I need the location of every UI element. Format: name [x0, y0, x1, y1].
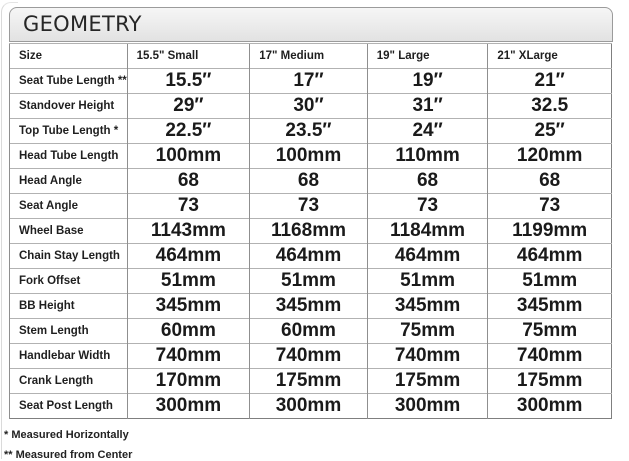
value-cell: 68 [127, 169, 250, 194]
value-cell: 1199mm [488, 219, 612, 244]
value-cell: 740mm [127, 344, 250, 369]
table-row [10, 294, 612, 319]
value-cell: 73 [250, 194, 368, 219]
value-cell: 23.5″ [250, 119, 368, 144]
value-cell: 300mm [367, 394, 488, 419]
value-cell: 300mm [488, 394, 612, 419]
value-cell: 21″ [488, 69, 612, 94]
value-cell: 31″ [367, 94, 488, 119]
value-cell: 464mm [488, 244, 612, 269]
value-cell: 170mm [127, 369, 250, 394]
value-cell: 464mm [367, 244, 488, 269]
value-cell: 100mm [250, 144, 368, 169]
value-cell: 100mm [127, 144, 250, 169]
value-cell: 175mm [250, 369, 368, 394]
value-cell: 1168mm [250, 219, 368, 244]
value-cell: 175mm [488, 369, 612, 394]
row-label: Chain Stay Length [10, 244, 128, 269]
value-cell: 29″ [127, 94, 250, 119]
column-header-xlarge: 21" XLarge [488, 44, 612, 69]
table-row [10, 394, 612, 419]
value-cell: 740mm [367, 344, 488, 369]
value-cell: 464mm [127, 244, 250, 269]
table-row [10, 369, 612, 394]
value-cell: 740mm [250, 344, 368, 369]
table-row [10, 144, 612, 169]
value-cell: 51mm [127, 269, 250, 294]
value-cell: 120mm [488, 144, 612, 169]
table-row [10, 94, 612, 119]
footnote-measured-from-center: ** Measured from Center [4, 449, 133, 461]
value-cell: 73 [488, 194, 612, 219]
column-header-size: Size [10, 44, 128, 69]
value-cell: 300mm [127, 394, 250, 419]
row-label: Standover Height [10, 94, 128, 119]
page-title: GEOMETRY [23, 12, 142, 36]
row-label: Wheel Base [10, 219, 128, 244]
value-cell: 1143mm [127, 219, 250, 244]
table-row [10, 169, 612, 194]
value-cell: 464mm [250, 244, 368, 269]
value-cell: 68 [250, 169, 368, 194]
value-cell: 110mm [367, 144, 488, 169]
column-header-medium: 17" Medium [250, 44, 368, 69]
row-label: Handlebar Width [10, 344, 128, 369]
value-cell: 300mm [250, 394, 368, 419]
value-cell: 51mm [250, 269, 368, 294]
table-row [10, 319, 612, 344]
geometry-panel [4, 7, 613, 461]
table-row [10, 269, 612, 294]
footnotes [4, 425, 613, 461]
geometry-title-bar [9, 7, 613, 42]
table-row [10, 194, 612, 219]
value-cell: 19″ [367, 69, 488, 94]
table-row [10, 219, 612, 244]
column-header-large: 19" Large [367, 44, 488, 69]
geometry-table-body [10, 69, 612, 419]
value-cell: 73 [367, 194, 488, 219]
row-label: Head Angle [10, 169, 128, 194]
geometry-table [9, 43, 612, 419]
row-label: Seat Angle [10, 194, 128, 219]
value-cell: 740mm [488, 344, 612, 369]
value-cell: 51mm [367, 269, 488, 294]
value-cell: 32.5 [488, 94, 612, 119]
row-label: Crank Length [10, 369, 128, 394]
table-row [10, 69, 612, 94]
value-cell: 345mm [488, 294, 612, 319]
row-label: Stem Length [10, 319, 128, 344]
row-label: Fork Offset [10, 269, 128, 294]
value-cell: 51mm [488, 269, 612, 294]
value-cell: 68 [367, 169, 488, 194]
value-cell: 60mm [250, 319, 368, 344]
value-cell: 75mm [488, 319, 612, 344]
value-cell: 75mm [367, 319, 488, 344]
value-cell: 73 [127, 194, 250, 219]
value-cell: 345mm [250, 294, 368, 319]
value-cell: 345mm [127, 294, 250, 319]
value-cell: 1184mm [367, 219, 488, 244]
value-cell: 17″ [250, 69, 368, 94]
value-cell: 30″ [250, 94, 368, 119]
table-row [10, 344, 612, 369]
footnote-measured-horizontally: * Measured Horizontally [4, 429, 129, 441]
row-label: Seat Post Length [10, 394, 128, 419]
value-cell: 175mm [367, 369, 488, 394]
value-cell: 15.5″ [127, 69, 250, 94]
table-row [10, 244, 612, 269]
row-label: Head Tube Length [10, 144, 128, 169]
row-label: Top Tube Length * [10, 119, 128, 144]
value-cell: 24″ [367, 119, 488, 144]
row-label: Seat Tube Length ** [10, 69, 128, 94]
row-label: BB Height [10, 294, 128, 319]
value-cell: 68 [488, 169, 612, 194]
column-header-small: 15.5" Small [127, 44, 250, 69]
table-row [10, 119, 612, 144]
table-header-row [10, 44, 612, 69]
value-cell: 60mm [127, 319, 250, 344]
value-cell: 345mm [367, 294, 488, 319]
value-cell: 22.5″ [127, 119, 250, 144]
value-cell: 25″ [488, 119, 612, 144]
